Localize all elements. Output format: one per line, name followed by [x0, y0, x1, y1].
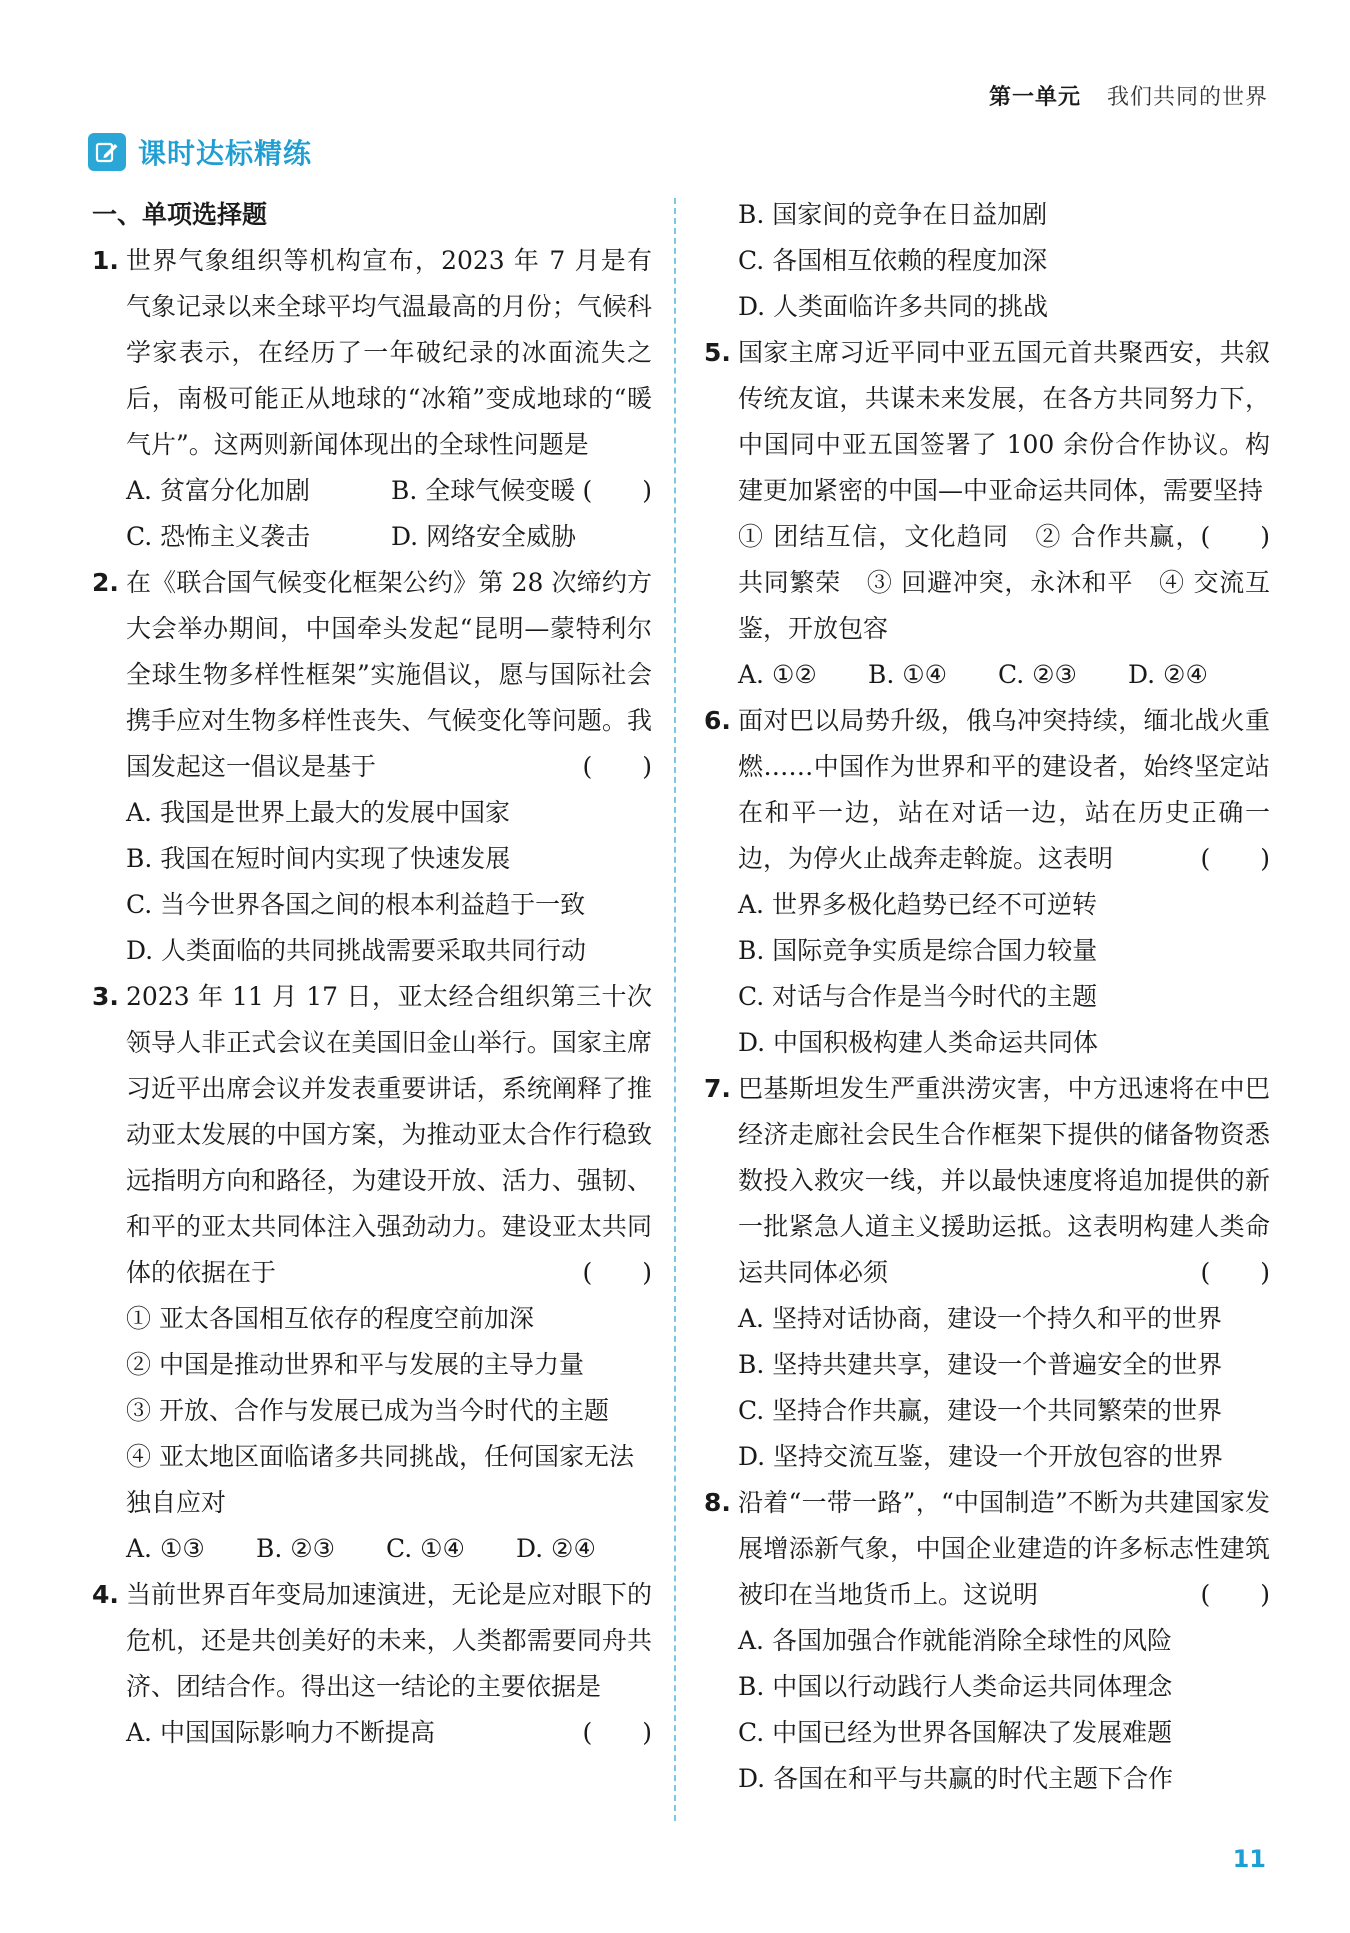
option-c[interactable]: C. 对话与合作是当今时代的主题	[738, 982, 1098, 1011]
page-header	[989, 80, 1268, 111]
question-8	[704, 1480, 1270, 1618]
banner-title: 课时达标精练	[138, 137, 313, 170]
option-b[interactable]: B. ①④	[868, 660, 948, 689]
option-c[interactable]: C. 坚持合作共赢，建设一个共同繁荣的世界	[738, 1396, 1223, 1425]
option-d[interactable]: D. ②④	[1128, 660, 1208, 689]
question-stem: 国家主席习近平同中亚五国元首共聚西安，共叙传统友谊，共谋未来发展，在各方共同努力下，中国同中亚五国签署了 100 余份合作协议。构建更加紧密的中国—中亚命运共同体，需要坚持	[738, 338, 1270, 505]
question-number: 6.	[704, 706, 731, 735]
question-number: 8.	[704, 1488, 731, 1517]
option-c[interactable]: C. 恐怖主义袭击	[126, 522, 311, 551]
answer-bracket: ( )	[1200, 1580, 1270, 1609]
column-divider	[674, 198, 676, 1821]
section-heading: 一、单项选择题	[92, 200, 268, 229]
question-stem: 巴基斯坦发生严重洪涝灾害，中方迅速将在中巴经济走廊社会民生合作框架下提供的储备物资悉数投入救灾一线，并以最快速度将追加提供的新一批紧急人道主义援助运抵。这表明构建人类命运共同体必须	[738, 1074, 1270, 1287]
answer-bracket: ( )	[1200, 844, 1270, 873]
page-number: 11	[1232, 1845, 1266, 1873]
question-number: 3.	[92, 982, 119, 1011]
option-b[interactable]: B. 国家间的竞争在日益加剧	[738, 200, 1048, 229]
option-c[interactable]: C. 当今世界各国之间的根本利益趋于一致	[126, 890, 586, 919]
option-a[interactable]: A. 坚持对话协商，建设一个持久和平的世界	[738, 1304, 1222, 1333]
option-c[interactable]: C. ②③	[998, 660, 1077, 689]
options-row	[92, 514, 652, 560]
option-a[interactable]: A. 中国国际影响力不断提高	[126, 1718, 435, 1747]
option-a[interactable]: A. ①③	[126, 1534, 205, 1563]
option-c[interactable]: C. ①④	[386, 1534, 465, 1563]
option-d[interactable]: D. ②④	[516, 1534, 596, 1563]
option-d[interactable]: D. 坚持交流互鉴，建设一个开放包容的世界	[738, 1442, 1224, 1471]
question-number: 5.	[704, 338, 731, 367]
option-b[interactable]: B. 全球气候变暖	[391, 476, 576, 505]
option-a[interactable]: A. 贫富分化加剧	[126, 476, 310, 505]
option-d[interactable]: D. 网络安全威胁	[391, 522, 577, 551]
question-stem: 2023 年 11 月 17 日，亚太经合组织第三十次领导人非正式会议在美国旧金山举行。国家主席习近平出席会议并发表重要讲话，系统阐释了推动亚太发展的中国方案，为推动亚太合作行稳致远指明方向和路径，为建设开放、活力、强韧、和平的亚太共同体注入强劲动力。建设亚太共同体的依据在于	[126, 982, 652, 1287]
option-c[interactable]: C. 各国相互依赖的程度加深	[738, 246, 1048, 275]
left-column	[92, 192, 652, 1756]
answer-bracket: ( )	[1200, 522, 1270, 551]
question-number: 7.	[704, 1074, 731, 1103]
option-c[interactable]: C. 中国已经为世界各国解决了发展难题	[738, 1718, 1173, 1747]
option-b[interactable]: B. 我国在短时间内实现了快速发展	[126, 844, 511, 873]
question-number: 4.	[92, 1580, 119, 1609]
question-stem: 世界气象组织等机构宣布，2023 年 7 月是有气象记录以来全球平均气温最高的月份；气候科学家表示，在经历了一年破纪录的冰面流失之后，南极可能正从地球的“冰箱”变成地球的“暖气片”。这两则新闻体现出的全球性问题是	[126, 246, 652, 459]
option-a[interactable]: A. ①②	[738, 660, 817, 689]
answer-bracket: ( )	[582, 1258, 652, 1287]
question-2	[92, 560, 652, 790]
statement-3: ③ 开放、合作与发展已成为当今时代的主题	[126, 1396, 609, 1425]
question-stem: 当前世界百年变局加速演进，无论是应对眼下的危机，还是共创美好的未来，人类都需要同舟共济、团结合作。得出这一结论的主要依据是	[126, 1580, 652, 1701]
options-row	[92, 1526, 652, 1572]
question-stem: 面对巴以局势升级，俄乌冲突持续，缅北战火重燃……中国作为世界和平的建设者，始终坚定站在和平一边，站在对话一边，站在历史正确一边，为停火止战奔走斡旋。这表明	[738, 706, 1270, 873]
option-d[interactable]: D. 中国积极构建人类命运共同体	[738, 1028, 1099, 1057]
option-a[interactable]: A. 各国加强合作就能消除全球性的风险	[738, 1626, 1172, 1655]
question-7	[704, 1066, 1270, 1296]
question-6	[704, 698, 1270, 882]
section-banner	[88, 132, 312, 172]
right-column	[704, 192, 1270, 1802]
statement-1: ① 亚太各国相互依存的程度空前加深	[126, 1304, 534, 1333]
statement-2: ② 中国是推动世界和平与发展的主导力量	[126, 1350, 584, 1379]
answer-bracket: ( )	[582, 752, 652, 781]
option-a[interactable]: A. 我国是世界上最大的发展中国家	[126, 798, 510, 827]
pencil-edit-icon	[88, 133, 126, 171]
question-number: 2.	[92, 568, 119, 597]
answer-bracket: ( )	[582, 476, 652, 505]
option-b[interactable]: B. 国际竞争实质是综合国力较量	[738, 936, 1098, 965]
unit-title: 第一单元	[988, 85, 1081, 110]
question-number: 1.	[92, 246, 119, 275]
statement-4: ④ 亚太地区面临诸多共同挑战，任何国家无法独自应对	[126, 1442, 634, 1517]
options-row	[704, 652, 1270, 698]
question-5	[704, 330, 1270, 551]
chapter-title: 我们共同的世界	[1106, 85, 1268, 110]
question-stem: 在《联合国气候变化框架公约》第 28 次缔约方大会举办期间，中国牵头发起“昆明—蒙特利尔全球生物多样性框架”实施倡议，愿与国际社会携手应对生物多样性丧失、气候变化等问题。我国发起这一倡议是基于	[126, 568, 652, 781]
option-b[interactable]: B. 坚持共建共享，建设一个普遍安全的世界	[738, 1350, 1223, 1379]
question-3	[92, 974, 652, 1296]
option-d[interactable]: D. 人类面临许多共同的挑战	[738, 292, 1049, 321]
answer-bracket: ( )	[1200, 1258, 1270, 1287]
answer-bracket: ( )	[582, 1718, 652, 1747]
option-a[interactable]: A. 世界多极化趋势已经不可逆转	[738, 890, 1097, 919]
option-d[interactable]: D. 各国在和平与共赢的时代主题下合作	[738, 1764, 1174, 1793]
option-d[interactable]: D. 人类面临的共同挑战需要采取共同行动	[126, 936, 587, 965]
option-b[interactable]: B. ②③	[256, 1534, 336, 1563]
option-b[interactable]: B. 中国以行动践行人类命运共同体理念	[738, 1672, 1173, 1701]
statement-list: ① 团结互信，文化趋同 ② 合作共赢，共同繁荣 ③ 回避冲突，永沐和平 ④ 交流互鉴，开放包容	[738, 522, 1270, 643]
options-row	[92, 468, 582, 514]
question-stem: 沿着“一带一路”，“中国制造”不断为共建国家发展增添新气象，中国企业建造的许多标志性建筑被印在当地货币上。这说明	[738, 1488, 1270, 1609]
